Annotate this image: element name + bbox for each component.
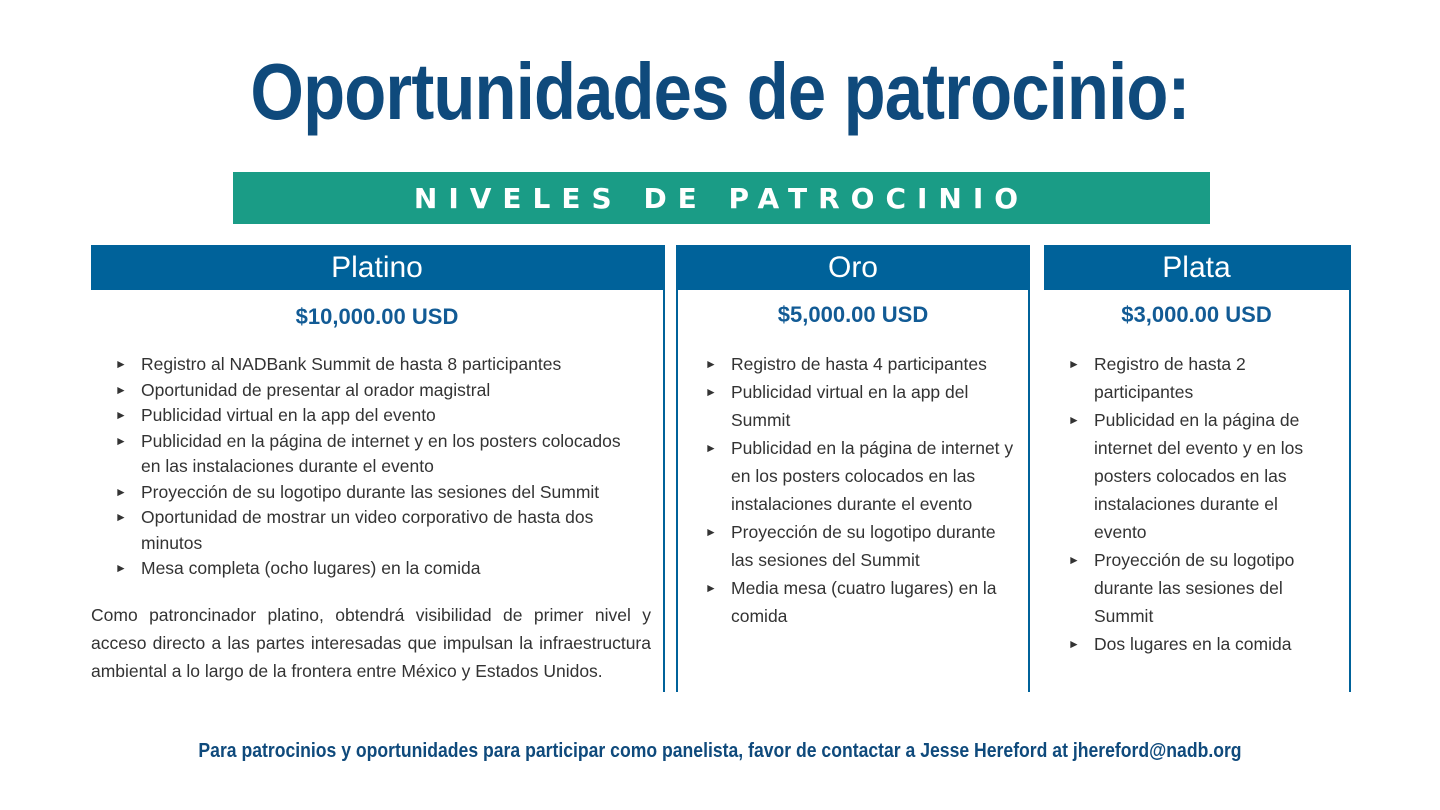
list-item [705,378,1015,434]
list-item [705,350,1015,378]
list-item [705,574,1015,630]
list-item [115,429,635,480]
triangle-bullet-icon: ► [1068,413,1080,427]
list-item [1068,630,1330,658]
benefit-text: Media mesa (cuatro lugares) en la comida [731,578,997,626]
benefit-text: Registro al NADBank Summit de hasta 8 participantes [141,354,562,374]
benefit-text: Dos lugares en la comida [1094,634,1292,654]
triangle-bullet-icon: ► [705,581,717,595]
triangle-bullet-icon: ► [115,357,127,371]
triangle-bullet-icon: ► [1068,553,1080,567]
triangle-bullet-icon: ► [115,510,127,524]
contact-footer: Para patrocinios y oportunidades para participar como panelista, favor de contactar a Jesse Hereford at jhereford@nadb.org [198,740,1242,762]
benefit-text: Registro de hasta 2 participantes [1094,354,1246,402]
benefit-text: Publicidad en la página de internet y en los posters colocados en las instalaciones durante el evento [141,430,621,476]
benefit-text: Publicidad virtual en la app del Summit [731,382,969,430]
benefit-text: Oportunidad de presentar al orador magistral [141,379,491,400]
tier-price-plata: $3,000.00 USD [1121,302,1272,327]
benefit-text: Proyección de su logotipo durante las sesiones del Summit [141,481,600,502]
list-item [705,518,1015,574]
tier-column-plata [1044,245,1351,692]
benefit-text: Registro de hasta 4 participantes [731,354,987,374]
list-item [115,505,635,556]
list-item [1068,406,1330,546]
tier-header-plata: Plata [1044,245,1349,290]
list-item [115,378,635,404]
triangle-bullet-icon: ► [115,484,127,499]
tier-column-oro [676,245,1030,692]
list-item [1068,546,1330,630]
triangle-bullet-icon: ► [705,441,717,455]
tier-price-oro: $5,000.00 USD [777,302,929,327]
benefit-text: Publicidad en la página de internet del evento y en los posters colocados en las instalaciones durante el evento [1094,410,1304,542]
triangle-bullet-icon: ► [115,382,127,397]
list-item [1068,350,1330,406]
triangle-bullet-icon: ► [115,433,127,448]
benefit-text: Mesa completa (ocho lugares) en la comida [141,558,481,578]
benefit-text: Proyección de su logotipo durante las sesiones del Summit [1094,550,1295,626]
list-item [115,352,635,378]
triangle-bullet-icon: ► [1068,357,1080,371]
benefit-list-oro [705,350,1015,630]
benefit-list-platino [115,352,635,582]
triangle-bullet-icon: ► [705,357,717,371]
list-item [115,480,635,506]
list-item [705,434,1015,518]
benefit-text: Publicidad en la página de internet y en los posters colocados en las instalaciones durante el evento [731,438,1014,514]
tier-header-platino: Platino [91,245,663,290]
section-banner: NIVELES DE PATROCINIO [233,172,1210,224]
benefit-text: Proyección de su logotipo durante las sesiones del Summit [731,522,996,570]
page-title: Oportunidades de patrocinio: [250,47,1190,136]
tier-price-platino: $10,000.00 USD [295,304,459,329]
triangle-bullet-icon: ► [705,385,717,399]
triangle-bullet-icon: ► [115,408,127,422]
tier-header-oro: Oro [678,245,1028,290]
triangle-bullet-icon: ► [1068,637,1080,651]
benefit-text: Publicidad virtual en la app del evento [141,405,436,425]
benefit-list-plata [1068,350,1330,658]
tier-description-platino: Como patroncinador platino, obtendrá visibilidad de primer nivel y acceso directo a las partes interesadas que impulsan la infraestructura ambiental a lo largo de la frontera entre México y Estados Unidos. [91,604,651,681]
triangle-bullet-icon: ► [115,561,127,575]
benefit-text: Oportunidad de mostrar un video corporativo de hasta dos minutos [141,507,594,553]
tier-column-platino [91,245,665,692]
list-item [115,403,635,429]
list-item [115,556,635,582]
triangle-bullet-icon: ► [705,525,717,539]
